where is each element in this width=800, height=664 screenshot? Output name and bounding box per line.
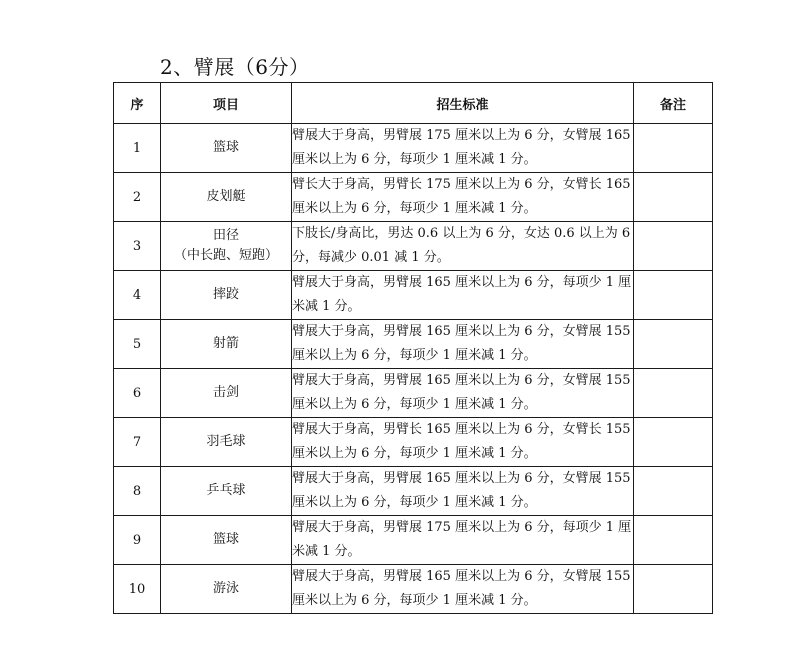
row-note <box>634 418 713 467</box>
row-item-name: 游泳 <box>212 581 239 596</box>
row-item-name: 田径 <box>212 228 239 243</box>
row-standard: 臂展大于身高，男臂展 165 厘米以上为 6 分，女臂展 155 厘米以上为 6 分，每项少 1 厘米减 1 分。 <box>292 467 634 516</box>
section-heading: 2、臂展（6分） <box>160 55 310 79</box>
row-item <box>161 467 292 516</box>
table-row <box>114 173 713 222</box>
header-seq: 序 <box>114 83 161 124</box>
row-note <box>634 173 713 222</box>
row-standard: 臂长大于身高，男臂长 175 厘米以上为 6 分，女臂长 165 厘米以上为 6 分，每项少 1 厘米减 1 分。 <box>292 173 634 222</box>
row-item-subtitle: （中长跑、短跑） <box>173 248 278 263</box>
row-item <box>161 418 292 467</box>
header-note: 备注 <box>634 83 713 124</box>
row-seq: 4 <box>114 271 161 320</box>
header-standard: 招生标准 <box>292 83 634 124</box>
row-item-name: 皮划艇 <box>206 189 246 204</box>
table-row <box>114 369 713 418</box>
row-standard: 臂展大于身高，男臂展 175 厘米以上为 6 分，女臂展 165 厘米以上为 6 分，每项少 1 厘米减 1 分。 <box>292 124 634 173</box>
row-item <box>161 124 292 173</box>
standards-table <box>113 82 713 614</box>
row-item <box>161 271 292 320</box>
table-row <box>114 516 713 565</box>
table-row <box>114 222 713 271</box>
row-item-name: 羽毛球 <box>206 434 246 449</box>
row-standard: 臂展大于身高，男臂展 165 厘米以上为 6 分，每项少 1 厘米减 1 分。 <box>292 271 634 320</box>
row-seq: 6 <box>114 369 161 418</box>
row-item <box>161 222 292 271</box>
table-header-row <box>114 83 713 124</box>
row-seq: 7 <box>114 418 161 467</box>
row-note <box>634 320 713 369</box>
table-row <box>114 271 713 320</box>
row-item-name: 摔跤 <box>212 287 239 302</box>
row-seq: 5 <box>114 320 161 369</box>
row-note <box>634 516 713 565</box>
row-standard: 臂展大于身高，男臂展 165 厘米以上为 6 分，女臂展 155 厘米以上为 6 分，每项少 1 厘米减 1 分。 <box>292 565 634 614</box>
row-seq: 10 <box>114 565 161 614</box>
table-row <box>114 467 713 516</box>
row-note <box>634 467 713 516</box>
row-item-name: 射箭 <box>212 336 239 351</box>
row-seq: 2 <box>114 173 161 222</box>
row-note <box>634 565 713 614</box>
row-standard: 下肢长/身高比，男达 0.6 以上为 6 分，女达 0.6 以上为 6 分，每减少 0.01 减 1 分。 <box>292 222 634 271</box>
row-item <box>161 565 292 614</box>
row-standard: 臂展大于身高，男臂长 165 厘米以上为 6 分，女臂长 155 厘米以上为 6 分，每项少 1 厘米减 1 分。 <box>292 418 634 467</box>
row-seq: 9 <box>114 516 161 565</box>
table-row <box>114 124 713 173</box>
row-item <box>161 173 292 222</box>
row-item <box>161 516 292 565</box>
row-item-name: 乒乓球 <box>206 483 246 498</box>
row-standard: 臂展大于身高，男臂展 165 厘米以上为 6 分，女臂展 155 厘米以上为 6 分，每项少 1 厘米减 1 分。 <box>292 320 634 369</box>
row-note <box>634 222 713 271</box>
row-standard: 臂展大于身高，男臂展 175 厘米以上为 6 分，每项少 1 厘米减 1 分。 <box>292 516 634 565</box>
row-standard: 臂展大于身高，男臂展 165 厘米以上为 6 分，女臂展 155 厘米以上为 6 分，每项少 1 厘米减 1 分。 <box>292 369 634 418</box>
row-item <box>161 369 292 418</box>
row-note <box>634 271 713 320</box>
table-row <box>114 320 713 369</box>
row-seq: 1 <box>114 124 161 173</box>
header-item: 项目 <box>161 83 292 124</box>
row-item-name: 篮球 <box>212 532 239 547</box>
row-note <box>634 124 713 173</box>
row-seq: 3 <box>114 222 161 271</box>
row-item-name: 篮球 <box>212 140 239 155</box>
row-item-name: 击剑 <box>212 385 239 400</box>
row-item <box>161 320 292 369</box>
row-note <box>634 369 713 418</box>
table-row <box>114 565 713 614</box>
table-row <box>114 418 713 467</box>
row-seq: 8 <box>114 467 161 516</box>
